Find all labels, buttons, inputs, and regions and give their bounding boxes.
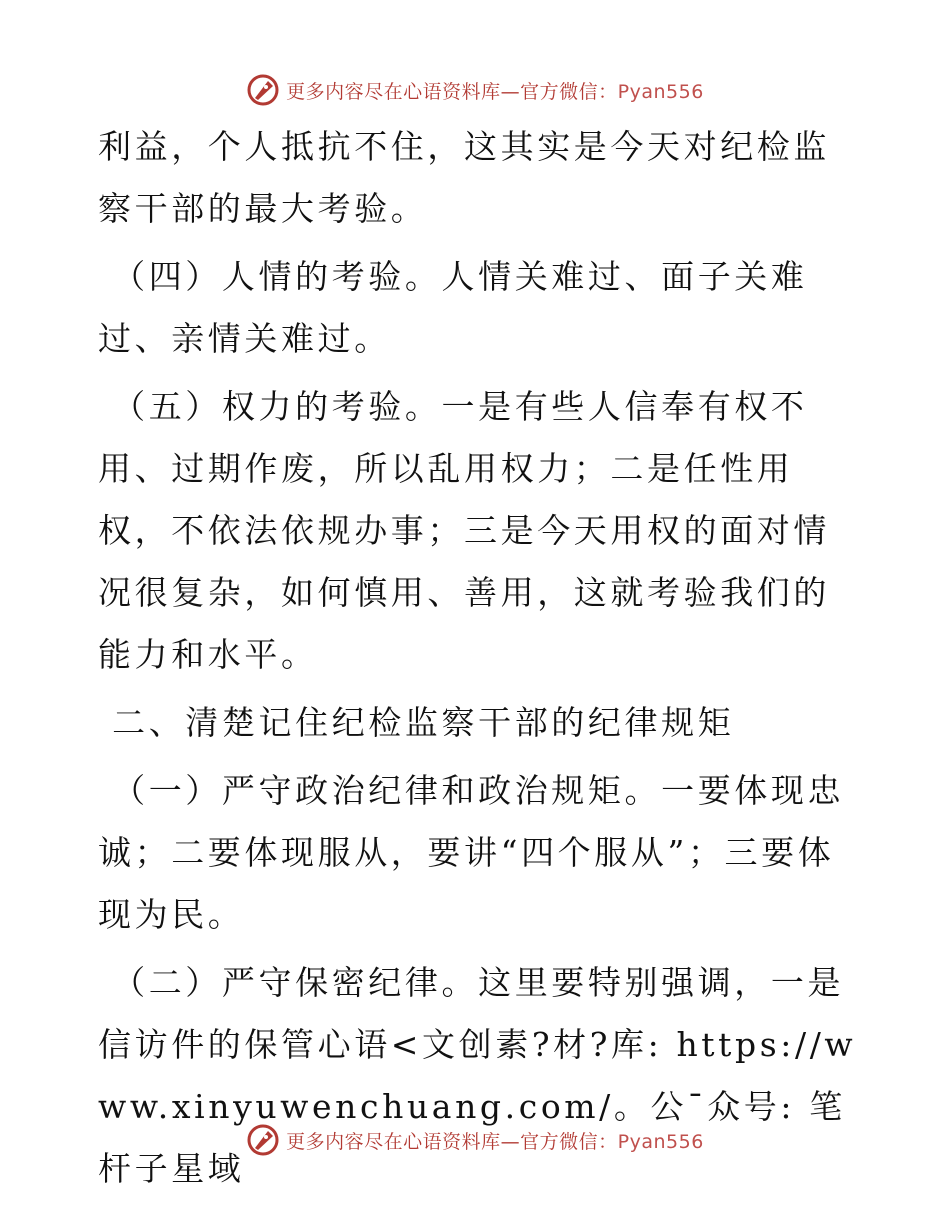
paragraph: （一）严守政治纪律和政治规矩。一要体现忠诚；二要体现服从，要讲“四个服从”；三要体现为民。 [98,771,845,934]
footer-wechat-id: Pyan556 [617,1130,704,1153]
header-banner-text: 更多内容尽在心语资料库—官方微信：Pyan556 [286,80,704,103]
section-heading: 二、清楚记住纪检监察干部的纪律规矩 [98,703,735,742]
header-banner [0,70,950,110]
pen-nib-logo-icon [246,73,280,107]
paragraph: （五）权力的考验。一是有些人信奉有权不用、过期作废，所以乱用权力；二是任性用权，不依法依规办事；三是今天用权的面对情况很复杂，如何慎用、善用，这就考验我们的能力和水平。 [98,387,830,674]
document-body [98,116,858,1206]
footer-banner [0,1120,950,1160]
footer-banner-text: 更多内容尽在心语资料库—官方微信：Pyan556 [286,1130,704,1153]
paragraph: （四）人情的考验。人情关难过、面子关难过、亲情关难过。 [98,257,808,358]
paragraph: 利益，个人抵抗不住，这其实是今天对纪检监察干部的最大考验。 [98,127,830,228]
pen-nib-logo-icon [246,1123,280,1157]
paragraph: （二）严守保密纪律。这里要特别强调，一是信访件的保管心语<文创素?材?库: https://www.xinyuwenchuang.com/。公¯众号: 笔杆子星域 [98,963,857,1188]
header-wechat-id: Pyan556 [617,80,704,103]
